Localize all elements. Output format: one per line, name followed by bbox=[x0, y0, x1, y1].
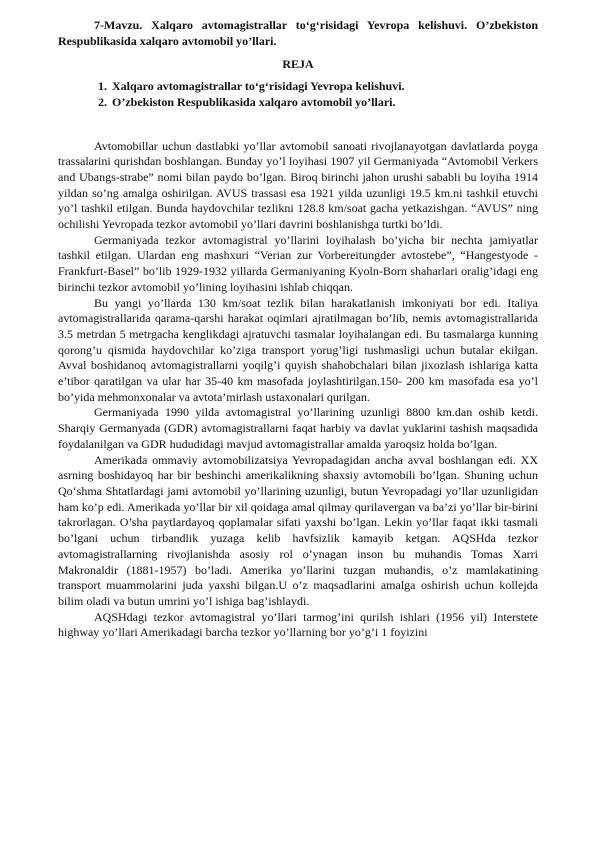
body-paragraph: AQSHdagi tezkor avtomagistral yo’llari tarmog’ini qurilsh ishlari (1956 yil) Interstete highway yo’llari Amerikadagi barcha tezkor yo’llarning bor yo’g’i 1 foyizini bbox=[58, 609, 538, 640]
topic-title: 7-Mavzu. Xalqaro avtomagistrallar to‘g‘risidagi Yevropa kelishuvi. O’zbekiston Respublikasida xalqaro avtomobil yo’llari. bbox=[58, 18, 538, 48]
spacer bbox=[58, 111, 538, 139]
body-paragraph: Germaniyada tezkor avtomagistral yo’llarini loyihalash bo’yicha bir nechta jamiyatlar tashkil etilgan. Ulardan eng mashxuri “Verian zur Vorbereitungder avtostebe”, “Hangestyode - Frankfurt-Basel” bo’lib 1929-1932 yillarda Germaniyaning Kyoln-Born shaharlari oralig’idagi eng birinchi tezkor avtomobil yo’lining loyihasini ishlab chiqqan. bbox=[58, 232, 538, 294]
plan-item: 2. O’zbekiston Respublikasida xalqaro avtomobil yo’llari. bbox=[110, 95, 538, 111]
body-paragraph: Germaniyada 1990 yilda avtomagistral yo’llarining uzunligi 8800 km.dan oshib ketdi. Sharqiy Germanyada (GDR) avtomagistrallarni faqat harbiy va davlat yuklarini tashish maqsadida foydalanilgan va GDR hududidagi mavjud avtomagistrallar amalda yaroqsiz holda bo’lgan. bbox=[58, 405, 538, 451]
body-paragraph: Amerikada ommaviy avtomobilizatsiya Yevropadagidan ancha avval boshlangan edi. XX asrning boshidayoq har bir beshinchi amerikalikning shaxsiy avtomobili bo’lgan. Shuning uchun Qo‘shma Shtatlardagi jami avtomobil yo’llarining uzunligi, butun Yevropadagi yo’llar uzunligidan ham ko’p edi. Amerikada yo’llar bir xil qoidaga amal qilmay qurilavergan va ba’zi yo’llar bir-birini takrorlagan. O’sha paytlardayoq qoplamalar sifati yaxshi bo’lgan. Lekin yo’llar faqat ikki tasmali bo’lgani uchun tirbandlik yuzaga kelib havfsizlik kamayib ketgan. AQSHda tezkor avtomagistrallarning rivojlanishda asosiy rol o’ynagan inson bu muhandis Tomas Xarri Makronaldir (1881-1957) bo’ladi. Amerika yo’llarini tuzgan muhandis, o’z mamlakatining transport muammolarini juda yaxshi bilgan.U o’z maqsadlarini amalga oshirish uchun kollejda bilim oladi va butun umrini yo’l ishiga bag’ishlaydi. bbox=[58, 452, 538, 608]
plan-list bbox=[58, 79, 538, 110]
plan-heading: REJA bbox=[282, 57, 314, 72]
document-page bbox=[58, 18, 538, 641]
plan-item: 1. Xalqaro avtomagistrallar to‘g‘risidagi Yevropa kelishuvi. bbox=[110, 79, 538, 95]
body-paragraph: Bu yangi yo’llarda 130 km/soat tezlik bilan harakatlanish imkoniyati bor edi. Italiya avtomagistrallarida qarama-qarshi harakat oqimlari ajratilmagan bo’lib, nemis avtomagistrallarida 3.5 metrdan 5 metrgacha kenglikdagi ajratuvchi tasmalar loyihalangan edi. Bu tasmalarga kunning qorong’u qismida haydovchilar ko’ziga transport yorug’ligi tushmasligi uchun butalar ekilgan. Avval boshidanoq avtomagistrallarni yoqilg’i quyish shahobchalari bilan jixozlash ishlariga katta e’tibor qaratilgan va ular har 35-40 km masofada joylashtirilgan.150- 200 km masofada esa yo’l bo’yida mehmonxonalar va avtota’mirlash ustaxonalari qurilgan. bbox=[58, 295, 538, 404]
body-paragraph: Avtomobillar uchun dastlabki yo’llar avtomobil sanoati rivojlanayotgan davlatlarda poyga trassalarini qurishdan boshlangan. Bunday yo’l loyihasi 1907 yil Germaniyada “Avtomobil Verkers and Ubangs-strabe” nomi bilan paydo bo’lgan. Biroq birinchi jahon urushi sababli bu loyiha 1914 yildan so’ng amalga oshirilgan. AVUS trassasi esa 1921 yilda uzunligi 19.5 km.ni tashkil etuvchi yo’l tashkil etilgan. Bunda haydovchilar tezlikni 128.8 km/soat gacha yetkazishgan. “AVUS” ning ochilishi Yevropada tezkor avtomobil yo’llari davrini boshlanishga turtki bo’ldi. bbox=[58, 138, 538, 232]
